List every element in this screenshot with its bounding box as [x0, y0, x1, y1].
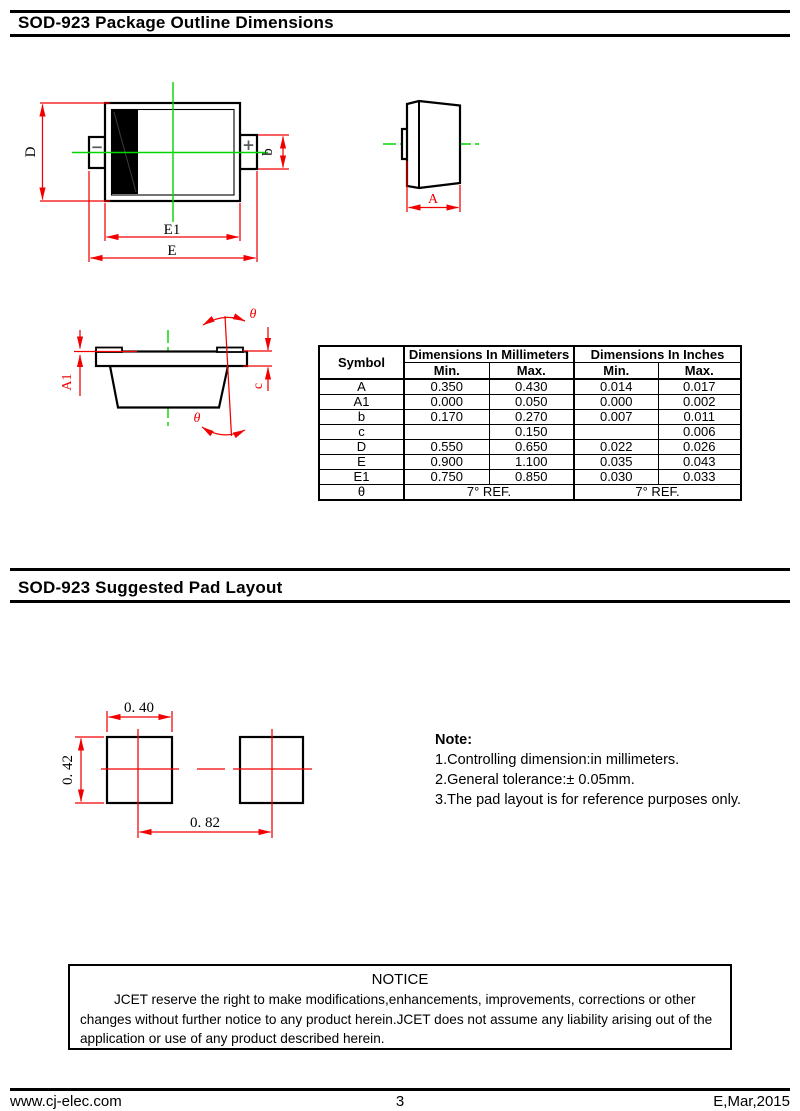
notice-title: NOTICE [371, 971, 429, 988]
cell-in-max: 0.011 [658, 410, 741, 425]
section2-rule-top [10, 568, 790, 571]
cell-inch-span: 7° REF. [574, 485, 741, 501]
section2-rule-bottom [10, 600, 790, 603]
cell-in-min: 0.030 [574, 470, 658, 485]
cell-symbol: E [319, 455, 404, 470]
section1-rule-bottom [10, 34, 790, 37]
cell-in-max: 0.033 [658, 470, 741, 485]
pad-layout-drawing [55, 685, 335, 850]
table-header-mm-group: Dimensions In Millimeters [404, 346, 574, 363]
table-row [319, 470, 741, 485]
cell-in-min [574, 425, 658, 440]
note-item-3: 3.The pad layout is for reference purposes only. [435, 792, 742, 808]
dimension-label-e: E [167, 243, 177, 259]
pad-pitch-label: 0. 82 [190, 815, 220, 831]
cell-symbol: A [319, 379, 404, 395]
table-header-inch-min: Min. [574, 363, 658, 380]
section1-title: SOD-923 Package Outline Dimensions [18, 13, 334, 32]
table-row [319, 395, 741, 410]
table-header-inch-max: Max. [658, 363, 741, 380]
profile-package-body [96, 348, 247, 408]
cell-in-max: 0.026 [658, 440, 741, 455]
cell-in-max: 0.017 [658, 379, 741, 395]
footer-revision: E,Mar,2015 [713, 1093, 790, 1110]
cell-mm-max: 0.150 [489, 425, 574, 440]
table-row [319, 410, 741, 425]
cell-mm-min: 0.900 [404, 455, 489, 470]
cell-mm-max: 0.270 [489, 410, 574, 425]
dimension-label-c: c [251, 382, 266, 390]
pad-width-label: 0. 40 [124, 700, 154, 716]
cell-mm-max: 1.100 [489, 455, 574, 470]
polarity-plus-label: + [242, 136, 255, 154]
dimension-label-theta-top: θ [249, 307, 257, 322]
cell-mm-span: 7° REF. [404, 485, 574, 501]
cell-symbol: E1 [319, 470, 404, 485]
side-view-drawing [370, 78, 520, 228]
pad-shapes [107, 737, 303, 803]
side-view-package-body [402, 101, 460, 188]
note-item-2: 2.General tolerance:± 0.05mm. [435, 772, 635, 788]
cell-mm-max: 0.050 [489, 395, 574, 410]
footer-page-number: 3 [395, 1093, 405, 1110]
profile-view-drawing [50, 300, 300, 450]
cell-in-max: 0.006 [658, 425, 741, 440]
cell-in-min: 0.035 [574, 455, 658, 470]
cell-symbol: c [319, 425, 404, 440]
table-row-theta [319, 485, 741, 501]
dimension-label-a1: A1 [60, 373, 75, 391]
cell-mm-min: 0.750 [404, 470, 489, 485]
dimension-label-a: A [427, 192, 439, 207]
cell-mm-min: 0.170 [404, 410, 489, 425]
cell-mm-max: 0.650 [489, 440, 574, 455]
note-item-1: 1.Controlling dimension:in millimeters. [435, 752, 680, 768]
cell-symbol: θ [319, 485, 404, 501]
notice-box [68, 964, 732, 1050]
footer-rule [10, 1088, 790, 1091]
cell-in-min: 0.022 [574, 440, 658, 455]
cell-in-max: 0.043 [658, 455, 741, 470]
cell-in-min: 0.000 [574, 395, 658, 410]
cell-in-min: 0.014 [574, 379, 658, 395]
cell-symbol: D [319, 440, 404, 455]
table-row [319, 440, 741, 455]
table-header-inch-group: Dimensions In Inches [574, 346, 741, 363]
table-header-mm-max: Max. [489, 363, 574, 380]
cell-mm-min: 0.350 [404, 379, 489, 395]
note-title: Note: [435, 732, 473, 748]
cell-symbol: b [319, 410, 404, 425]
cell-in-min: 0.007 [574, 410, 658, 425]
cell-mm-max: 0.850 [489, 470, 574, 485]
cell-mm-min: 0.000 [404, 395, 489, 410]
table-header-mm-min: Min. [404, 363, 489, 380]
cell-mm-min [404, 425, 489, 440]
pad-height-label: 0. 42 [60, 755, 76, 785]
cell-mm-max: 0.430 [489, 379, 574, 395]
table-header-symbol: Symbol [319, 346, 404, 379]
dimension-label-theta-bottom: θ [193, 411, 201, 426]
polarity-minus-label: − [90, 138, 104, 156]
dimension-label-d: D [23, 146, 39, 158]
table-row [319, 379, 741, 395]
dimension-label-e1: E1 [163, 222, 181, 238]
cell-mm-min: 0.550 [404, 440, 489, 455]
cell-in-max: 0.002 [658, 395, 741, 410]
section2-title: SOD-923 Suggested Pad Layout [18, 578, 283, 597]
table-row [319, 455, 741, 470]
table-row [319, 425, 741, 440]
footer-website: www.cj-elec.com [10, 1093, 122, 1110]
front-view-drawing [20, 65, 320, 280]
dimension-table [318, 345, 742, 501]
dimension-label-b: b [260, 148, 276, 156]
note-block [435, 730, 765, 810]
notice-body: JCET reserve the right to make modifications,enhancements, improvements, corrections or other changes without further notice to any product herein.JCET does not assume any liability arising out of the application or use of any product described herein. [80, 992, 713, 1046]
cell-symbol: A1 [319, 395, 404, 410]
